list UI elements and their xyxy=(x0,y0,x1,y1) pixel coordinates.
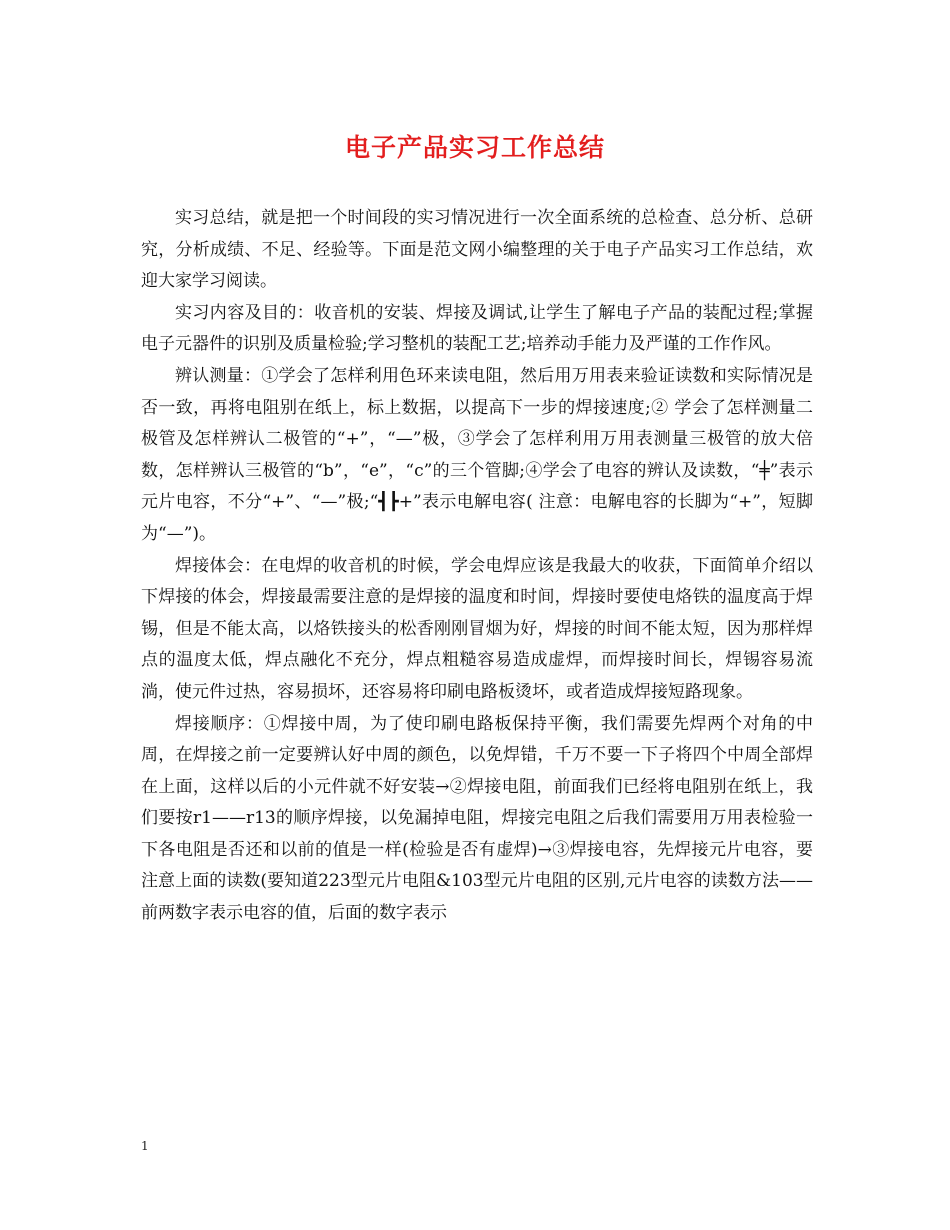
paragraph-soldering-experience: 焊接体会：在电焊的收音机的时候，学会电焊应该是我最大的收获，下面简单介绍以下焊接的体会，焊接最需要注意的是焊接的温度和时间，焊接时要使电烙铁的温度高于焊锡，但是不能太高，以烙铁接头的松香刚刚冒烟为好，焊接的时间不能太短，因为那样焊点的温度太低，焊点融化不充分，焊点粗糙容易造成虚焊，而焊接时间长，焊锡容易流淌，使元件过热，容易损坏，还容易将印刷电路板烫坏，或者造成焊接短路现象。 xyxy=(141,555,813,702)
page-title: 电子产品实习工作总结 xyxy=(344,133,605,162)
page-number: 1 xyxy=(141,1139,149,1153)
paragraph-intro: 实习总结，就是把一个时间段的实习情况进行一次全面系统的总检查、总分析、总研究，分析成绩、不足、经验等。下面是范文网小编整理的关于电子产品实习工作总结，欢迎大家学习阅读。 xyxy=(141,208,813,292)
paragraph-content-purpose: 实习内容及目的：收音机的安装、焊接及调试,让学生了解电子产品的装配过程;掌握电子元器件的识别及质量检验;学习整机的装配工艺;培养动手能力及严谨的工作作风。 xyxy=(141,302,813,355)
paragraph-identify-measure: 辨认测量：①学会了怎样利用色环来读电阻，然后用万用表来验证读数和实际情况是否一致，再将电阻别在纸上，标上数据，以提高下一步的焊接速度;② 学会了怎样测量二极管及怎样辨认二极管的“+”，“—”极，③学会了怎样利用万用表测量三极管的放大倍数，怎样辨认三极管的“b”，“e”，“c”的三个管脚;④学会了电容的辨认及读数，“╪”表示元片电容，不分“+”、“—”极;“┫┣+”表示电解电容( 注意：电解电容的长脚为“+”，短脚为“—”)。 xyxy=(141,365,813,544)
paragraph-soldering-order: 焊接顺序：①焊接中周，为了使印刷电路板保持平衡，我们需要先焊两个对角的中周，在焊接之前一定要辨认好中周的颜色，以免焊错，千万不要一下子将四个中周全部焊在上面，这样以后的小元件就不好安装→②焊接电阻，前面我们已经将电阻别在纸上，我们要按r1——r13的顺序焊接，以免漏掉电阻，焊接完电阻之后我们需要用万用表检验一下各电阻是否还和以前的值是一样(检验是否有虚焊)→③焊接电容，先焊接元片电容，要注意上面的读数(要知道223型元片电阻&103型元片电阻的区别,元片电容的读数方法——前两数字表示电容的值，后面的数字表示 xyxy=(141,713,813,924)
document-body xyxy=(141,203,813,930)
